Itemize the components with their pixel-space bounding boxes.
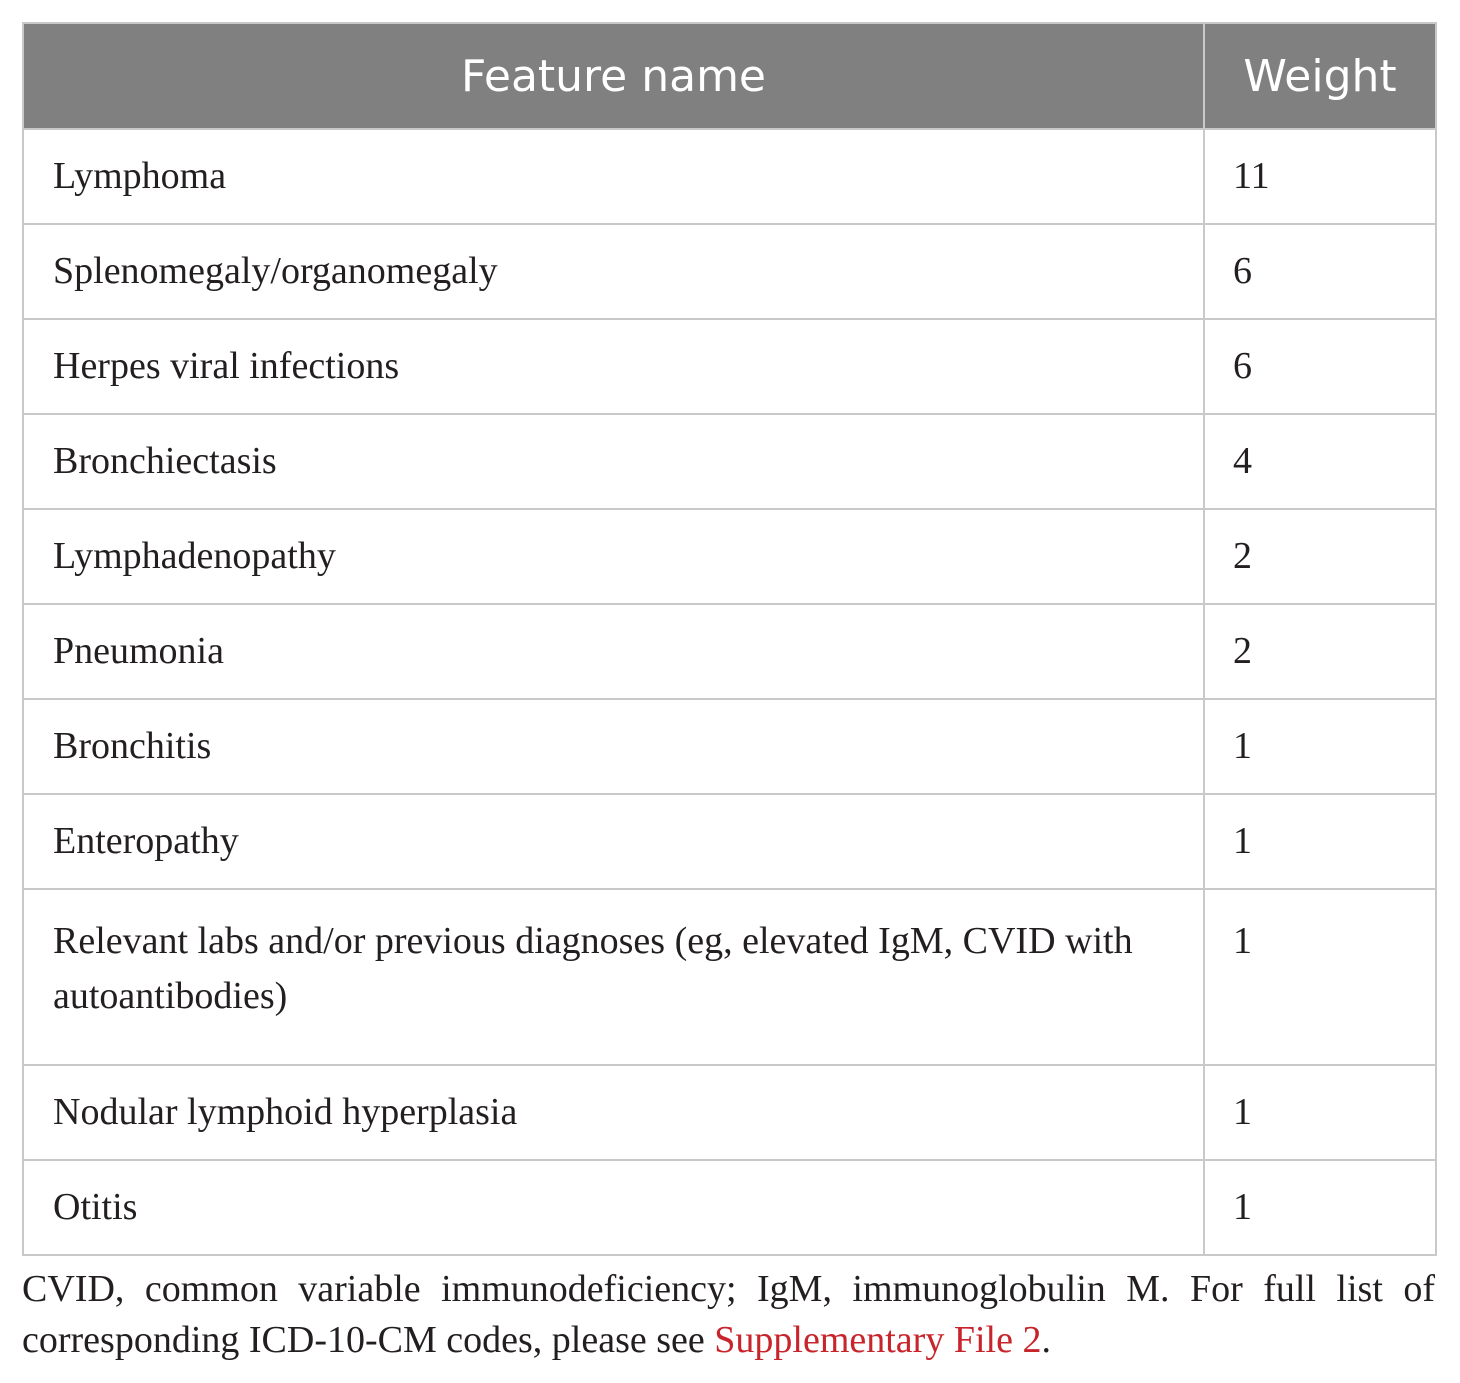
weight-cell: 1: [1204, 794, 1436, 889]
weight-cell: 4: [1204, 414, 1436, 509]
weight-cell: 1: [1204, 699, 1436, 794]
table-row: [23, 604, 1436, 699]
feature-cell: Otitis: [23, 1160, 1204, 1255]
table-row: [23, 509, 1436, 604]
header-feature-name: Feature name: [23, 23, 1204, 129]
table-row: [23, 129, 1436, 224]
feature-weight-table: [22, 22, 1437, 1256]
feature-cell: Nodular lymphoid hyperplasia: [23, 1065, 1204, 1160]
feature-cell: Pneumonia: [23, 604, 1204, 699]
feature-cell: Splenomegaly/organomegaly: [23, 224, 1204, 319]
feature-cell: Bronchitis: [23, 699, 1204, 794]
weight-cell: 6: [1204, 224, 1436, 319]
table-row: [23, 319, 1436, 414]
table-row: [23, 224, 1436, 319]
weight-cell: 2: [1204, 509, 1436, 604]
table-footnote: [22, 1264, 1435, 1366]
table-row: [23, 1160, 1436, 1255]
weight-cell: 11: [1204, 129, 1436, 224]
table-row: [23, 794, 1436, 889]
feature-weight-table-container: [22, 22, 1435, 1256]
table-row: [23, 699, 1436, 794]
feature-cell: Enteropathy: [23, 794, 1204, 889]
footnote-text: CVID, common variable immunodeficiency; IgM, immunoglobulin M. For full list of corresponding ICD-10-CM codes, please see: [22, 1268, 1435, 1361]
weight-cell: 1: [1204, 1160, 1436, 1255]
table-header-row: [23, 23, 1436, 129]
feature-cell: Bronchiectasis: [23, 414, 1204, 509]
feature-cell: Relevant labs and/or previous diagnoses (eg, elevated IgM, CVID with autoantibodies): [23, 889, 1204, 1065]
table-row: [23, 414, 1436, 509]
footnote-end: .: [1041, 1319, 1051, 1361]
weight-cell: 1: [1204, 1065, 1436, 1160]
feature-cell: Lymphoma: [23, 129, 1204, 224]
table-row: [23, 889, 1436, 1065]
header-weight: Weight: [1204, 23, 1436, 129]
supplementary-file-link[interactable]: Supplementary File 2: [714, 1319, 1042, 1361]
weight-cell: 6: [1204, 319, 1436, 414]
feature-cell: Herpes viral infections: [23, 319, 1204, 414]
weight-cell: 2: [1204, 604, 1436, 699]
weight-cell: 1: [1204, 889, 1436, 1065]
table-row: [23, 1065, 1436, 1160]
feature-cell: Lymphadenopathy: [23, 509, 1204, 604]
